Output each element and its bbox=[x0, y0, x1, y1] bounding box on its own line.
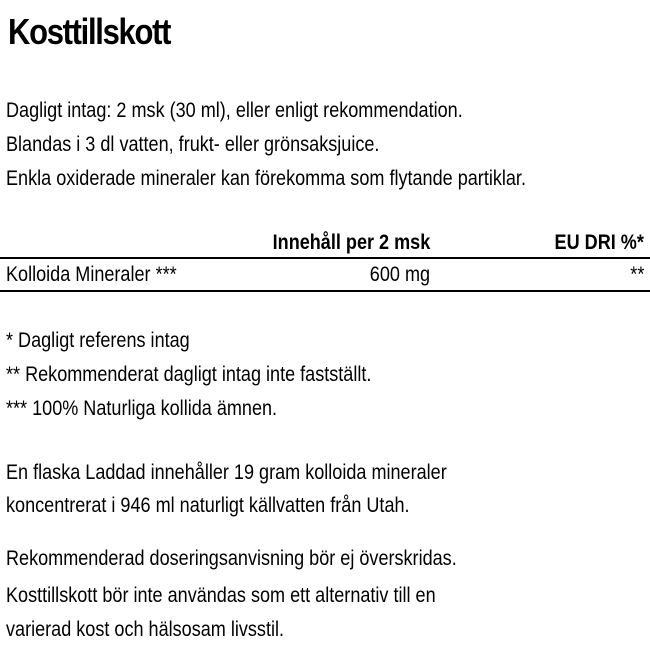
footnote-not-established: ** Rekommenderat dagligt intag inte fastställt. bbox=[6, 363, 372, 386]
page-title: Kosttillskott bbox=[8, 11, 171, 52]
table-bottom-divider bbox=[0, 290, 650, 292]
bottle-info-line-1: En flaska Laddad innehåller 19 gram kolloida mineraler bbox=[6, 461, 447, 484]
intro-line-mixing: Blandas i 3 dl vatten, frukt- eller grönsaksjuice. bbox=[6, 133, 380, 156]
table-row-name: Kolloida Mineraler *** bbox=[6, 263, 177, 286]
header-eu-dri: EU DRI %* bbox=[554, 231, 644, 254]
intro-line-daily-intake: Dagligt intag: 2 msk (30 ml), eller enligt rekommendation. bbox=[6, 99, 463, 122]
table-row-amount: 600 mg bbox=[369, 263, 430, 286]
intro-line-particles: Enkla oxiderade mineraler kan förekomma som flytande partiklar. bbox=[6, 167, 526, 190]
bottle-info-line-2: koncentrerat i 946 ml naturligt källvatten från Utah. bbox=[6, 494, 410, 517]
warning-line-2: Kosttillskott bör inte användas som ett alternativ till en bbox=[6, 584, 436, 607]
footnote-dri: * Dagligt referens intag bbox=[6, 329, 190, 352]
warning-line-3: varierad kost och hälsosam livsstil. bbox=[6, 618, 285, 641]
table-header-divider bbox=[0, 257, 650, 259]
footnote-natural: *** 100% Naturliga kollida ämnen. bbox=[6, 397, 278, 420]
table-row-dri: ** bbox=[629, 263, 644, 286]
header-amount: Innehåll per 2 msk bbox=[272, 231, 430, 254]
warning-line-1: Rekommenderad doseringsanvisning bör ej överskridas. bbox=[6, 547, 457, 570]
